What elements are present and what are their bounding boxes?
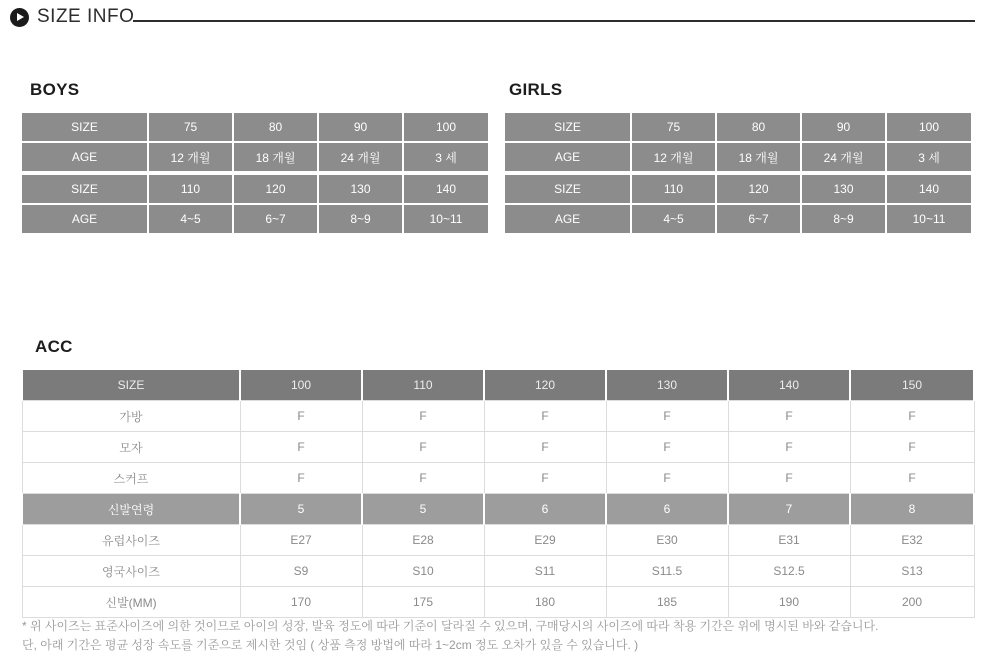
age-cell: 12 개월 — [631, 142, 716, 173]
acc-cell: F — [484, 463, 606, 494]
age-cell: 3 세 — [886, 142, 972, 173]
size-cell: 120 — [233, 173, 318, 204]
size-cell: 90 — [318, 112, 403, 142]
acc-cell: F — [728, 432, 850, 463]
row-label: 신발연령 — [22, 494, 240, 525]
table-row — [504, 112, 972, 142]
size-cell: 80 — [716, 112, 801, 142]
size-cell: 110 — [148, 173, 233, 204]
acc-cell: 200 — [850, 587, 974, 618]
header-cell: 150 — [850, 370, 974, 401]
size-cell: 130 — [318, 173, 403, 204]
header-cell: 110 — [362, 370, 484, 401]
table-row — [504, 173, 972, 204]
age-cell: 24 개월 — [801, 142, 886, 173]
acc-size-table — [21, 370, 975, 618]
size-cell: 130 — [801, 173, 886, 204]
table-row — [22, 556, 974, 587]
acc-cell: F — [240, 463, 362, 494]
acc-cell: E30 — [606, 525, 728, 556]
row-label: SIZE — [504, 112, 631, 142]
header-cell: SIZE — [22, 370, 240, 401]
table-row — [21, 204, 489, 234]
acc-cell: S11 — [484, 556, 606, 587]
header-cell: 130 — [606, 370, 728, 401]
footnote — [22, 617, 878, 655]
size-cell: 120 — [716, 173, 801, 204]
table-row — [22, 525, 974, 556]
acc-cell: F — [850, 401, 974, 432]
age-cell: 6~7 — [233, 204, 318, 234]
acc-cell: E27 — [240, 525, 362, 556]
size-cell: 90 — [801, 112, 886, 142]
age-cell: 10~11 — [886, 204, 972, 234]
acc-cell: E28 — [362, 525, 484, 556]
header-divider — [133, 20, 975, 22]
row-label: 모자 — [22, 432, 240, 463]
table-row — [22, 587, 974, 618]
acc-cell: 5 — [240, 494, 362, 525]
size-cell: 75 — [148, 112, 233, 142]
boys-size-table — [20, 111, 490, 235]
row-label: 가방 — [22, 401, 240, 432]
table-row — [22, 432, 974, 463]
table-row — [21, 173, 489, 204]
header-cell: 140 — [728, 370, 850, 401]
acc-cell: S13 — [850, 556, 974, 587]
acc-cell: 170 — [240, 587, 362, 618]
row-label: 유럽사이즈 — [22, 525, 240, 556]
age-cell: 3 세 — [403, 142, 489, 173]
page-title: SIZE INFO — [37, 6, 135, 27]
age-cell: 4~5 — [631, 204, 716, 234]
age-cell: 12 개월 — [148, 142, 233, 173]
row-label: 영국사이즈 — [22, 556, 240, 587]
acc-cell: 175 — [362, 587, 484, 618]
acc-cell: F — [606, 463, 728, 494]
table-row — [22, 463, 974, 494]
size-cell: 110 — [631, 173, 716, 204]
age-cell: 6~7 — [716, 204, 801, 234]
row-label: AGE — [21, 142, 148, 173]
size-cell: 140 — [886, 173, 972, 204]
boys-section-title: BOYS — [30, 80, 80, 99]
acc-cell: F — [484, 432, 606, 463]
size-cell: 80 — [233, 112, 318, 142]
size-cell: 75 — [631, 112, 716, 142]
acc-cell: 190 — [728, 587, 850, 618]
age-cell: 18 개월 — [233, 142, 318, 173]
acc-cell: 180 — [484, 587, 606, 618]
age-cell: 18 개월 — [716, 142, 801, 173]
acc-cell: S10 — [362, 556, 484, 587]
acc-cell: F — [240, 401, 362, 432]
table-row — [504, 142, 972, 173]
row-label: 신발(MM) — [22, 587, 240, 618]
table-header-row — [22, 370, 974, 401]
acc-cell: 185 — [606, 587, 728, 618]
acc-cell: 8 — [850, 494, 974, 525]
row-label: 스커프 — [22, 463, 240, 494]
acc-cell: F — [728, 463, 850, 494]
girls-size-table — [503, 111, 973, 235]
size-cell: 100 — [403, 112, 489, 142]
play-icon — [10, 8, 29, 27]
row-label: AGE — [504, 142, 631, 173]
acc-cell: E32 — [850, 525, 974, 556]
acc-cell: F — [362, 401, 484, 432]
acc-cell: F — [240, 432, 362, 463]
acc-cell: S11.5 — [606, 556, 728, 587]
acc-cell: S12.5 — [728, 556, 850, 587]
table-row-highlight — [22, 494, 974, 525]
size-cell: 140 — [403, 173, 489, 204]
header-cell: 100 — [240, 370, 362, 401]
table-row — [22, 401, 974, 432]
age-cell: 10~11 — [403, 204, 489, 234]
table-row — [21, 112, 489, 142]
acc-cell: F — [606, 432, 728, 463]
table-row — [504, 204, 972, 234]
acc-cell: F — [606, 401, 728, 432]
age-cell: 4~5 — [148, 204, 233, 234]
size-cell: 100 — [886, 112, 972, 142]
age-cell: 8~9 — [801, 204, 886, 234]
row-label: SIZE — [21, 173, 148, 204]
section-header — [10, 6, 134, 28]
acc-cell: 5 — [362, 494, 484, 525]
footnote-line-2: 단, 아래 기간은 평균 성장 속도를 기준으로 제시한 것임 ( 상품 측정 방법에 따라 1~2cm 정도 오차가 있을 수 있습니다. ) — [22, 638, 639, 652]
acc-cell: E29 — [484, 525, 606, 556]
acc-cell: 6 — [484, 494, 606, 525]
acc-cell: F — [362, 463, 484, 494]
age-cell: 24 개월 — [318, 142, 403, 173]
acc-cell: F — [850, 432, 974, 463]
row-label: AGE — [504, 204, 631, 234]
acc-cell: F — [362, 432, 484, 463]
row-label: SIZE — [504, 173, 631, 204]
age-cell: 8~9 — [318, 204, 403, 234]
table-row — [21, 142, 489, 173]
acc-cell: S9 — [240, 556, 362, 587]
acc-cell: F — [484, 401, 606, 432]
footnote-line-1: * 위 사이즈는 표준사이즈에 의한 것이므로 아이의 성장, 발육 정도에 따라 기준이 달라질 수 있으며, 구매당시의 사이즈에 따라 착용 기간은 위에 명시된 바와 같습니다. — [22, 619, 879, 633]
acc-cell: F — [850, 463, 974, 494]
girls-section-title: GIRLS — [509, 80, 563, 99]
row-label: AGE — [21, 204, 148, 234]
header-cell: 120 — [484, 370, 606, 401]
acc-cell: F — [728, 401, 850, 432]
acc-section-title: ACC — [35, 337, 73, 356]
row-label: SIZE — [21, 112, 148, 142]
acc-cell: 7 — [728, 494, 850, 525]
acc-cell: 6 — [606, 494, 728, 525]
acc-cell: E31 — [728, 525, 850, 556]
